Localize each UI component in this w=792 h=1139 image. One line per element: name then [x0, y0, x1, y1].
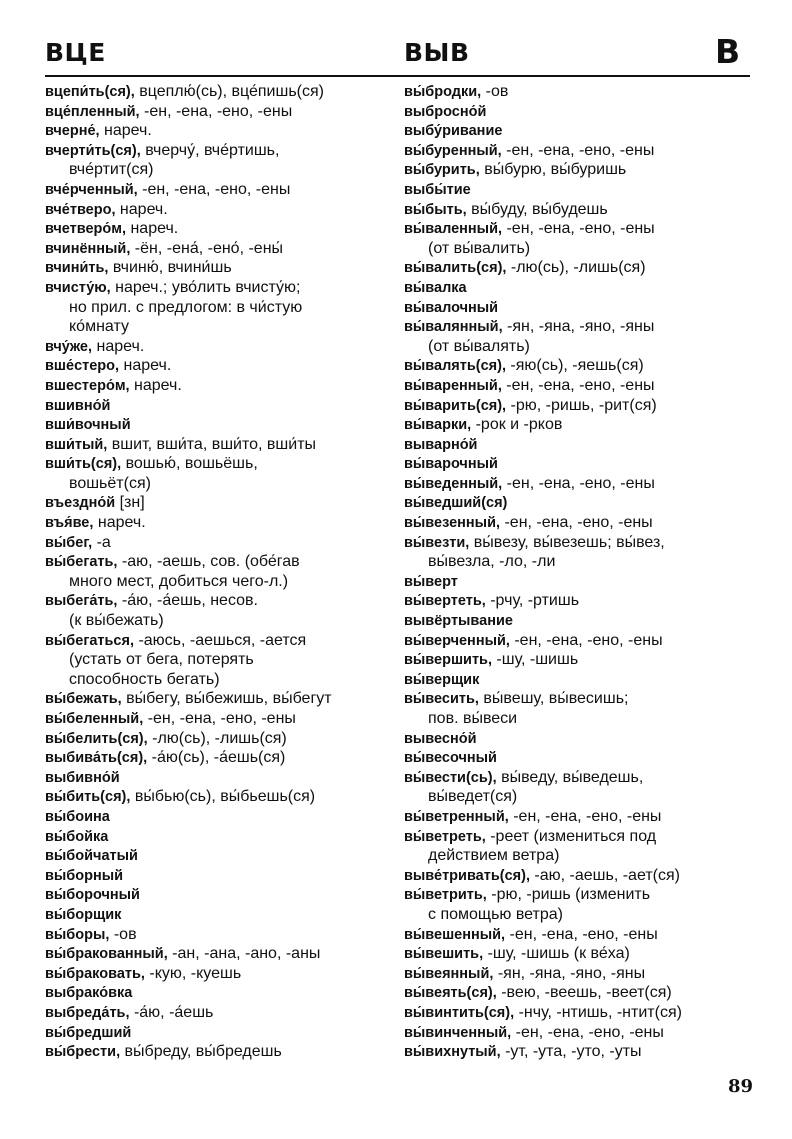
- dictionary-entry: [45, 1023, 395, 1043]
- entry-forms: -ен, -ена, -ено, -ены: [502, 220, 655, 238]
- entry-forms: много мест, добиться чего-л.): [69, 572, 289, 590]
- entry-continuation: [404, 709, 754, 729]
- headword: вы́валить(ся),: [404, 260, 507, 277]
- dictionary-entry: [45, 885, 395, 905]
- headword: вы́бурить,: [404, 162, 480, 179]
- dictionary-entry: [404, 964, 754, 984]
- headword: вшивно́й: [45, 397, 111, 414]
- entry-forms: -ов: [109, 925, 137, 943]
- dictionary-entry: [404, 944, 754, 964]
- dictionary-entry: [45, 1003, 395, 1023]
- headword: вы́вершить,: [404, 652, 492, 669]
- dictionary-entry: [404, 317, 754, 337]
- headword: выбросно́й: [404, 103, 487, 120]
- dictionary-entry: [404, 670, 754, 690]
- headword: вчерне́,: [45, 123, 100, 140]
- entry-forms: вы́бегу, вы́бежишь, вы́бегут: [121, 690, 332, 708]
- headword: выбу́ривание: [404, 123, 503, 140]
- dictionary-entry: [404, 748, 754, 768]
- dictionary-entry: [404, 827, 754, 847]
- dictionary-entry: [45, 748, 395, 768]
- headword: вы́вихнутый,: [404, 1044, 501, 1061]
- entry-forms: -ен, -ена, -ено, -ены: [508, 807, 662, 825]
- running-head-right: ВЫВ: [404, 38, 470, 67]
- headword: вывесно́й: [404, 730, 477, 747]
- headword: вы́варить(ся),: [404, 397, 507, 414]
- dictionary-entry: [404, 278, 754, 298]
- headword: вы́весить,: [404, 691, 479, 708]
- headword: вы́варенный,: [404, 377, 502, 394]
- right-column: [404, 82, 754, 1062]
- dictionary-entry: [45, 846, 395, 866]
- entry-forms: -вею, -веешь, -веет(ся): [496, 984, 672, 1002]
- dictionary-entry: [404, 82, 754, 102]
- dictionary-entry: [404, 435, 754, 455]
- entry-forms: вы́везла, -ло, -ли: [428, 553, 556, 571]
- dictionary-entry: [45, 768, 395, 788]
- headword: выбива́ть(ся),: [45, 750, 148, 767]
- entry-forms: -шу, -шишь: [491, 651, 579, 669]
- entry-continuation: [404, 239, 754, 259]
- entry-forms: способность бегать): [69, 670, 220, 688]
- headword: вы́веять(ся),: [404, 985, 497, 1002]
- entry-forms: пов. вы́веси: [428, 710, 518, 727]
- dictionary-entry: [45, 729, 395, 749]
- dictionary-entry: [404, 396, 754, 416]
- headword: вче́рченный,: [45, 181, 138, 198]
- headword: вы́веянный,: [404, 965, 494, 982]
- dictionary-entry: [404, 200, 754, 220]
- dictionary-entry: [404, 258, 754, 278]
- headword: вы́верченный,: [404, 632, 510, 649]
- entry-forms: -ен, -ена, -ено, -ены: [137, 180, 291, 198]
- entry-forms: вшит, вши́та, вши́то, вши́ты: [107, 435, 317, 453]
- dictionary-entry: [404, 141, 754, 161]
- entry-forms: -нчу, -нтишь, -нтит(ся): [514, 1003, 682, 1021]
- dictionary-entry: [404, 983, 754, 1003]
- headword: вы́бойчатый: [45, 848, 138, 865]
- headword: вы́браковать,: [45, 965, 145, 982]
- headword: вы́ветрить,: [404, 887, 487, 904]
- dictionary-entry: [45, 709, 395, 729]
- dictionary-entry: [404, 807, 754, 827]
- dictionary-entry: [45, 415, 395, 435]
- dictionary-entry: [404, 513, 754, 533]
- headword: вы́везенный,: [404, 515, 501, 532]
- dictionary-entry: [404, 572, 754, 592]
- dictionary-entry: [45, 82, 395, 102]
- entry-forms: -кую, -куешь: [144, 964, 242, 982]
- dictionary-entry: [45, 964, 395, 984]
- headword: вчисту́ю,: [45, 279, 111, 296]
- entry-forms: вы́бью(сь), вы́бьешь(ся): [130, 788, 316, 806]
- entry-continuation: [404, 337, 754, 357]
- entry-forms: вы́бурю, вы́буришь: [479, 161, 627, 179]
- headword: вы́винченный,: [404, 1024, 512, 1041]
- headword: вы́валять(ся),: [404, 358, 506, 375]
- entry-forms: нареч.: [93, 514, 146, 532]
- dictionary-entry: [404, 729, 754, 749]
- headword: вы́бракованный,: [45, 946, 168, 963]
- headword: въездно́й: [45, 495, 116, 512]
- dictionary-entry: [45, 180, 395, 200]
- headword: вце́пленный,: [45, 103, 140, 120]
- dictionary-entry: [45, 944, 395, 964]
- entry-forms: -ен, -ена, -ено, -ены: [511, 1023, 664, 1041]
- headword: вы́бегать,: [45, 554, 118, 571]
- headword: вы́бойка: [45, 828, 109, 845]
- headword: выбреда́ть,: [45, 1004, 130, 1021]
- dictionary-entry: [404, 121, 754, 141]
- dictionary-entry: [45, 983, 395, 1003]
- headword: вшестеро́м,: [45, 377, 130, 394]
- entry-forms: (от вы́валить): [428, 239, 531, 257]
- headword: вчу́же,: [45, 338, 93, 355]
- headword: вы́борный: [45, 867, 124, 884]
- headword: вы́боры,: [45, 926, 110, 943]
- headword: выбега́ть,: [45, 593, 118, 610]
- entry-forms: -ен, -ена, -ено, -ены: [501, 141, 655, 159]
- entry-forms: -реет (измениться под: [485, 827, 657, 845]
- dictionary-entry: [404, 356, 754, 376]
- headword: вы́бредший: [45, 1024, 132, 1041]
- entry-forms: -а́ю, -а́ешь, несов.: [117, 592, 258, 610]
- headword: вы́верт: [404, 573, 458, 590]
- dictionary-entry: [45, 1042, 395, 1062]
- dictionary-entry: [404, 866, 754, 886]
- entry-continuation: [45, 670, 395, 690]
- dictionary-entry: [404, 102, 754, 122]
- entry-forms: вы́веду, вы́ведешь,: [496, 768, 644, 786]
- entry-forms: -рю, -ришь, -рит(ся): [506, 396, 657, 414]
- headword: вы́вертеть,: [404, 593, 486, 610]
- headword: выварно́й: [404, 436, 478, 453]
- dictionary-entry: [404, 1023, 754, 1043]
- headword: вчетверо́м,: [45, 221, 127, 238]
- entry-continuation: [404, 552, 754, 572]
- headword: вы́борочный: [45, 887, 140, 904]
- dictionary-entry: [45, 493, 395, 513]
- headword: вы́валка: [404, 279, 467, 296]
- entry-forms: вы́вешу, вы́весишь;: [478, 690, 629, 708]
- entry-forms: нареч.: [92, 337, 145, 355]
- entry-forms: -ян, -яна, -яно, -яны: [493, 964, 646, 982]
- entry-forms: нареч.: [129, 376, 182, 394]
- headword: вши́тый,: [45, 436, 108, 453]
- entry-forms: нареч.: [119, 357, 172, 375]
- dictionary-entry: [45, 689, 395, 709]
- headword: въя́ве,: [45, 515, 94, 532]
- entry-forms: -лю(сь), -лишь(ся): [506, 259, 646, 277]
- headword: вы́валянный,: [404, 319, 503, 336]
- headword: вы́бить(ся),: [45, 789, 131, 806]
- dictionary-entry: [45, 356, 395, 376]
- dictionary-entry: [45, 258, 395, 278]
- dictionary-entry: [45, 807, 395, 827]
- entry-forms: [зн]: [115, 494, 145, 512]
- headword: вши́ть(ся),: [45, 456, 122, 473]
- headword: выбрако́вка: [45, 985, 133, 1002]
- dictionary-entry: [45, 278, 395, 298]
- entry-forms: -аю, -аешь, сов. (обе́гав: [117, 553, 300, 571]
- entry-continuation: [45, 572, 395, 592]
- dictionary-entry: [45, 454, 395, 474]
- headword: вы́веденный,: [404, 475, 503, 492]
- entry-continuation: [45, 650, 395, 670]
- headword: вывёртывание: [404, 613, 513, 630]
- headword: вы́винтить(ся),: [404, 1004, 515, 1021]
- headword: вчерти́ть(ся),: [45, 142, 141, 159]
- entry-forms: -ян, -яна, -яно, -яны: [502, 318, 655, 336]
- dictionary-entry: [45, 533, 395, 553]
- entry-forms: (к вы́бежать): [69, 612, 164, 630]
- entry-forms: -ён, -ена́, -ено́, -ены́: [130, 239, 284, 257]
- entry-forms: -ен, -ена, -ено, -ены: [139, 102, 293, 120]
- entry-forms: -ен, -ена, -ено, -ены: [143, 710, 296, 727]
- entry-forms: -а́ю(сь), -а́ешь(ся): [147, 749, 286, 767]
- headword: вчини́ть,: [45, 260, 109, 277]
- headword: вы́ветреть,: [404, 828, 486, 845]
- entry-forms: -ен, -ена, -ено, -ены: [501, 376, 655, 394]
- headword: вы́бродки,: [404, 84, 482, 100]
- headword: вы́беленный,: [45, 711, 144, 727]
- headword: вы́валенный,: [404, 221, 503, 238]
- dictionary-entry: [404, 219, 754, 239]
- dictionary-entry: [404, 533, 754, 553]
- headword: вы́бегаться,: [45, 632, 134, 649]
- entry-forms: -а: [92, 533, 111, 551]
- headword: выбивно́й: [45, 769, 120, 786]
- headword: вы́бежать,: [45, 691, 122, 708]
- headword: вы́вешенный,: [404, 926, 506, 943]
- entry-forms: -ен, -ена, -ено, -ены: [509, 631, 663, 649]
- headword: вы́весочный: [404, 750, 497, 767]
- headword: вы́буренный,: [404, 142, 502, 159]
- entry-forms: вы́буду, вы́будешь: [466, 200, 608, 218]
- headword: вы́ветренный,: [404, 808, 509, 825]
- dictionary-entry: [45, 337, 395, 357]
- headword: вы́вести(сь),: [404, 769, 497, 786]
- headword: вы́борщик: [45, 906, 122, 923]
- entry-continuation: [45, 611, 395, 631]
- entry-forms: -ов: [481, 83, 509, 100]
- entry-forms: вошьёт(ся): [69, 474, 151, 492]
- dictionary-entry: [404, 493, 754, 513]
- entry-forms: -аюсь, -аешься, -ается: [134, 631, 307, 649]
- entry-forms: -ут, -ута, -уто, -уты: [500, 1043, 642, 1061]
- dictionary-entry: [404, 689, 754, 709]
- dictionary-entry: [45, 552, 395, 572]
- left-column: [45, 82, 395, 1062]
- entry-forms: нареч.: [115, 200, 168, 218]
- dictionary-entry: [404, 591, 754, 611]
- headword: вчинённый,: [45, 240, 131, 257]
- dictionary-entry: [45, 905, 395, 925]
- running-head-left: ВЦЕ: [45, 38, 106, 67]
- headword: вши́вочный: [45, 417, 131, 434]
- entry-forms: с помощью ветра): [428, 905, 563, 923]
- headword: вче́тверо,: [45, 201, 116, 218]
- entry-continuation: [45, 298, 395, 318]
- entry-forms: -ен, -ена, -ено, -ены: [502, 474, 655, 492]
- headword: вы́верщик: [404, 671, 480, 688]
- headword: вы́валочный: [404, 299, 499, 316]
- dictionary-entry: [45, 121, 395, 141]
- headword: вше́стеро,: [45, 358, 120, 375]
- dictionary-entry: [45, 141, 395, 161]
- entry-forms: -ан, -ана, -ано, -аны: [167, 945, 321, 963]
- entry-forms: вцеплю́(сь), вце́пишь(ся): [134, 83, 324, 100]
- entry-forms: -шу, -шишь (к ве́ха): [483, 945, 630, 963]
- dictionary-entry: [404, 768, 754, 788]
- header-rule: [45, 75, 750, 77]
- dictionary-entry: [45, 239, 395, 259]
- headword: вы́варки,: [404, 417, 472, 434]
- dictionary-entry: [45, 200, 395, 220]
- dictionary-entry: [404, 180, 754, 200]
- entry-forms: (от вы́валять): [428, 337, 530, 355]
- entry-forms: вче́ртит(ся): [69, 161, 154, 179]
- entry-forms: вчиню́, вчини́шь: [108, 259, 232, 277]
- entry-forms: вы́бреду, вы́бредешь: [120, 1043, 282, 1061]
- headword: вы́брести,: [45, 1044, 121, 1061]
- entry-forms: нареч.: [99, 122, 152, 140]
- dictionary-entry: [404, 298, 754, 318]
- entry-continuation: [45, 317, 395, 337]
- entry-forms: -яю(сь), -яешь(ся): [505, 357, 644, 375]
- headword: вы́бег,: [45, 534, 93, 551]
- entry-forms: вы́везу, вы́везешь; вы́вез,: [469, 533, 665, 551]
- entry-forms: -ен, -ена, -ено, -ены: [505, 925, 658, 943]
- dictionary-entry: [404, 631, 754, 651]
- entry-forms: вошью́, вошьёшь,: [121, 455, 258, 473]
- dictionary-entry: [404, 160, 754, 180]
- headword: вы́вешить,: [404, 946, 484, 963]
- entry-forms: нареч.; уво́лить вчисту́ю;: [110, 278, 301, 296]
- headword: выбы́тие: [404, 181, 471, 198]
- headword: выве́тривать(ся),: [404, 867, 530, 884]
- section-letter: В: [715, 32, 741, 71]
- dictionary-entry: [45, 102, 395, 122]
- dictionary-entry: [45, 435, 395, 455]
- dictionary-entry: [45, 376, 395, 396]
- dictionary-entry: [45, 396, 395, 416]
- dictionary-entry: [404, 454, 754, 474]
- dictionary-entry: [45, 787, 395, 807]
- entry-forms: нареч.: [126, 220, 179, 238]
- entry-continuation: [45, 474, 395, 494]
- headword: вцепи́ть(ся),: [45, 84, 135, 100]
- entry-forms: вы́ведет(ся): [428, 788, 518, 806]
- entry-continuation: [404, 905, 754, 925]
- entry-continuation: [45, 160, 395, 180]
- entry-forms: -рю, -ришь (изменить: [486, 886, 651, 904]
- entry-forms: -а́ю, -а́ешь: [129, 1003, 214, 1021]
- entry-forms: -лю(сь), -лишь(ся): [147, 729, 287, 747]
- entry-continuation: [404, 787, 754, 807]
- entry-forms: -рок и -рков: [471, 416, 563, 434]
- dictionary-entry: [45, 513, 395, 533]
- headword: вы́везти,: [404, 534, 470, 551]
- entry-forms: -рчу, -ртишь: [485, 592, 580, 610]
- dictionary-entry: [404, 925, 754, 945]
- dictionary-entry: [45, 827, 395, 847]
- entry-forms: (устать от бега, потерять: [69, 651, 254, 669]
- headword: вы́варочный: [404, 456, 498, 473]
- entry-forms: вчерчу́, вче́ртишь,: [140, 141, 280, 159]
- entry-forms: -аю, -аешь, -ает(ся): [529, 866, 680, 884]
- dictionary-entry: [45, 631, 395, 651]
- page-number: 89: [728, 1076, 754, 1097]
- dictionary-entry: [404, 415, 754, 435]
- entry-forms: действием ветра): [428, 847, 560, 865]
- dictionary-entry: [404, 611, 754, 631]
- dictionary-entry: [404, 650, 754, 670]
- entry-continuation: [404, 846, 754, 866]
- entry-forms: -ен, -ена, -ено, -ены: [500, 514, 653, 532]
- headword: вы́белить(ся),: [45, 730, 148, 747]
- entry-forms: но прил. с предлогом: в чи́стую: [69, 298, 303, 316]
- headword: вы́быть,: [404, 201, 467, 218]
- entry-forms: ко́мнату: [69, 318, 129, 336]
- dictionary-entry: [45, 591, 395, 611]
- dictionary-entry: [45, 925, 395, 945]
- dictionary-entry: [45, 219, 395, 239]
- headword: вы́ведший(ся): [404, 495, 508, 512]
- dictionary-entry: [404, 885, 754, 905]
- dictionary-entry: [404, 1003, 754, 1023]
- dictionary-entry: [404, 474, 754, 494]
- dictionary-entry: [404, 376, 754, 396]
- dictionary-entry: [45, 866, 395, 886]
- dictionary-entry: [404, 1042, 754, 1062]
- headword: вы́боина: [45, 808, 110, 825]
